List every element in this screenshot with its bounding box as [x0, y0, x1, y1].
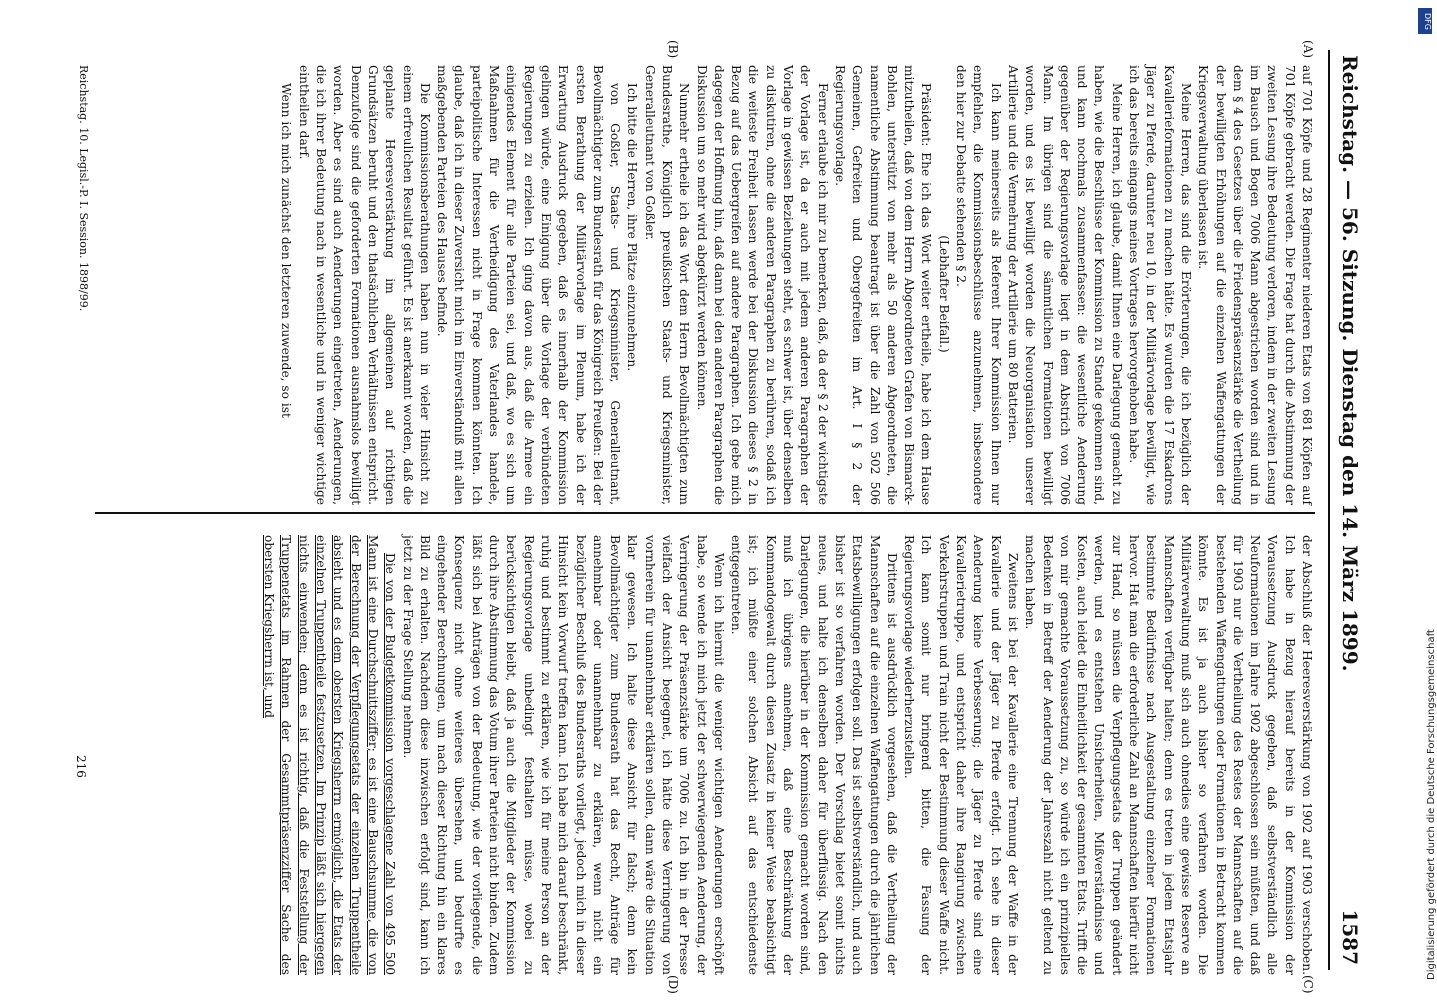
column-divider	[95, 512, 1315, 514]
paragraph: Nunmehr ertheile ich das Wort dem Herrn Bevollmächtigten zum Bundesrathe, Königlich preußischen Staats- und Kriegsminister, Generalleutnant von Goßler.	[642, 65, 692, 505]
right-column	[260, 535, 1315, 975]
paragraph: Meine Herren, ich glaube, damit Ihnen eine Darlegung gemacht zu haben, wie die Beschlüsse der Kommission zu Stande gekommen sind, und kann nochmals zusammenfassen: die wesentliche Aenderung gegenüber der Regierungsvorlage liegt in dem Abstrich von 7006 Mann. Im übrigen sind die sämmtlichen Formationen bewilligt worden, und es ist bewilligt worden die Neuorganisation unserer Artillerie und die Vermehrung der Artillerie um 80 Batterien.	[1005, 65, 1124, 505]
paragraph: Drittens ist ausdrücklich vorgesehen, daß die Vertheilung der Mannschaften auf die einzelnen Waffengattungen durch die jährlichen Etatsbewilligungen erfolgen soll. Das ist selbstverständlich, und auch bisher ist so verfahren worden. Der Vorschlag bietet somit nichts neues, und halte ich denselben daher für überflüssig. Nach den Darlegungen, die hierüber in der Kommission gemacht worden sind, muß ich übrigens annehmen, daß eine Beschränkung der Kommandogewalt durch diesen Zusatz in keiner Weise beabsichtigt ist; ich müßte einer solchen Absicht auf das entschiedenste entgegentreten.	[729, 535, 899, 975]
paragraph: Ich bitte die Herren, ihre Plätze einzunehmen.	[625, 83, 640, 372]
paragraph: Zweitens ist bei der Kavallerie eine Trennung der Waffe in der Kavallerie und der Jäger zu Pferde erfolgt. Ich sehe in dieser Aenderung keine Verbesserung; die Jäger zu Pferde sind eine Kavallerietruppe, und entspricht daher ihre Rangirung zwischen Verkehrstruppen und Train nicht der Bestimmung dieser Waffe nicht. Ich kann somit nur bringend bitten, die Fassung der Regierungsvorlage wiederherzustellen.	[902, 535, 1020, 975]
paragraph: Meine Herren, das sind die Erörterungen, die ich bezüglich der Kavallerieformationen zu machen hätte. Es wurden die 17 Eskadrons Jäger zu Pferde, darunter neu 10, in der Militärvorlage bewilligt, wie ich das bereits eingangs meines Vortrages hervorgehoben habe.	[1127, 65, 1193, 505]
dfg-logo: DFG	[1418, 8, 1432, 34]
paragraph: Ich kann meinerseits als Referent Ihrer Kommission Ihnen nur empfehlen, die Kommissionsbeschlüsse anzunehmen, insbesondere den hier zur Debatte stehenden § 2.	[954, 65, 1003, 505]
header-page-number: 1587	[1338, 909, 1362, 965]
paragraph: (Lebhafter Beifall.)	[936, 235, 951, 353]
margin-mark-c: (C)	[1301, 975, 1315, 994]
header-date: Dienstag den 14. März 1899.	[1338, 348, 1362, 672]
page-header	[1332, 55, 1372, 965]
paragraph: Wenn ich mich zunächst den letzteren zuwende, so ist	[279, 83, 294, 418]
paragraph: Wenn ich hiermit die weniger wichtigen Aenderungen erschöpft habe, so wende ich mich jetzt der schwerwiegenden Aenderung, der Verringerung der Präsenzstärke um 7006 zu. Ich bin in der Presse vielfach der Ansicht begegnet, ich hätte diese Verringerung von vornherein für unannehmbar erklären sollen, dann wäre die Situation klar gewesen. Ich halte diese Ansicht für falsch; denn kein Bevollmächtigter zum Bundesrath hat das Recht, Anträge für annehmbar oder unannehmbar zu erklären, wenn nicht ein bezüglicher Beschluß des Bundesraths vorliegt, jedoch mich in dieser Hinsicht kein Vorwurf treffen kann. Ich habe mich darauf beschränkt, ruhig und bestimmt zu erklären, wie ich für meine Person an der Regierungsvorlage unbedingt festhalten müsse, wobei zu berücksichtigen bleibt, daß ja auch die Mitglieder der Kommission durch ihre Abstimmung das Votum ihrer Parteien nicht binden. Zudem läßt sich bei Anträgen von der Bedeutung, wie der vorliegende, die Konsequenz nicht ohne weiteres übersehen, und bedurfte es eingehender Berechnungen, um nach dieser Richtung hin ein klares Bild zu erhalten. Nachdem diese inzwischen erfolgt sind, kann ich jetzt zu der Frage Stellung nehmen.	[400, 535, 726, 975]
margin-mark-a: (A)	[1301, 40, 1315, 59]
credit-text: Digitalisierung gefördert durch die Deutsche Forschungsgemeinschaft	[1426, 629, 1437, 980]
footer-note: Reichstag. 10. Legisl.-P. I. Session. 1898/99.	[77, 65, 90, 312]
header-session: Reichstag. — 56. Sitzung.	[1338, 55, 1362, 342]
paragraph: Ferner erlaube ich mir zu bemerken, daß, da der § 2 der wichtigste der Vorlage ist, da er auch mit jedem anderen Paragraphen der Vorlage in gewissen Beziehungen steht, es schwer ist, über denselben zu diskutiren, ohne die anderen Paragraphen zu berühren, sodaß ich die weiteste Freiheit lassen werde bei der Diskussion dieses § 2 in Bezug auf das Uebergreifen auf andere Paragraphen. Ich gebe mich dagegen der Hoffnung hin, daß dann bei den anderen Paragraphen die Diskussion um so mehr wird abgekürzt werden können.	[694, 65, 830, 505]
paragraph: Die von der Budgetkommission vorgeschlagene Zahl von 495 500 Mann ist eine Durchschnittsziffer; es ist eine Bauschsumme, die von der Berechnung der Verpflegungsetats der einzelnen Truppentheile absieht und es dem obersten Kriegsherrn ermöglicht, die Etats der einzelnen Truppentheile festzusetzen. Im Prinzip läßt sich hiergegen nichts einwenden; denn es ist richtig, daß die Feststellung der Truppenetats im Rahmen der Gesammtpräsenzziffer Sache des obersten Kriegsherrn ist, und	[262, 535, 398, 975]
paragraph: Die Kommissionsberathungen haben nun in vieler Hinsicht zu einem erfreulichen Resultat geführt. Es ist anerkannt worden, daß die geplante Heeresverstärkung im allgemeinen auf richtigen Grundsätzen beruht und den thatsächlichen Verhältnissen entspricht. Demzufolge sind die geforderten Formationen ausnahmslos bewilligt worden. Aber es sind auch Aenderungen eingetreten, Aenderungen, die ich ihrer Bedeutung nach in wesentliche und in weniger wichtige eintheilen darf.	[296, 65, 432, 505]
header-rule	[1328, 50, 1330, 970]
paragraph: von Goßler, Staats- und Kriegsminister, Generalleutnant, Bevollmächtigter zum Bundesrath für das Königreich Preußen: Bei der ersten Berathung der Militärvorlage im Plenum, habe ich der Erwartung Ausdruck gegeben, daß es innerhalb der Kommission gelingen würde, eine Einigung über die Vorlage der verbündeten Regierungen zu erzielen. Ich ging davon aus, daß die Armee ein einigendes Element für alle Parteien sei, und daß, wo es sich um Maßnahmen für die Vertheidigung des Vaterlandes handele, parteipolitische Interessen nicht in Frage kommen könnten. Ich glaube, daß ich in dieser Zuversicht mich im Einverständniß mit allen maßgebenden Parteien des Hauses befinde.	[435, 65, 623, 505]
paragraph: auf 701 Köpfe und 28 Regimenter niederen Etats von 681 Köpfen auf 701 Köpfe gebracht werden. Die Frage hat durch die Abstimmung der zweiten Lesung ihre Bedeutung verloren, indem in der zweiten Lesung im Bausch und Bogen 7006 Mann abgestrichen worden sind und in dem § 4 des Gesetzes über die Friedenspräsenzstärke die Vertheilung der bewilligten Erhöhungen auf die einzelnen Waffengattungen der Kriegsverwaltung überlassen ist.	[1196, 65, 1314, 505]
paragraph: der Abschluß der Heeresverstärkung von 1902 auf 1903 verschoben. Ich habe in Bezug hierauf bereits in der Kommission der Voraussetzung Ausdruck gegeben, daß selbstverständlich alle Neuformationen im Jahre 1902 abgeschlossen sein müßten, und daß für 1903 nur die Vertheilung des Restes der Mannschaften auf die bestehenden Waffengattungen oder Formationen in Betracht kommen könnte. Es ist ja auch bisher so verfahren worden. Die Militärverwaltung muß sich auch ohnedies eine gewisse Reserve an Mannschaften verfügbar halten; denn es treten in jedem Etatsjahr bestimmte Bedürfnisse nach Ausgestaltung einzelner Formationen hervor. Hat man die erforderliche Zahl an Mannschaften hierfür nicht zur Hand, so müssen die Verpflegungsetats der Truppen geändert werden, und es entstehen Unsicherheiten, Mißverständnisse und Kosten, auch leidet die Einheitlichkeit der gesammten Etats. Trifft die von mir gemachte Voraussetzung zu, so würde ich ein prinzipielles Bedenken in Betreff der Aenderung der Jahreszahl nicht geltend zu machen haben.	[1023, 535, 1314, 975]
paragraph: Präsident: Ehe ich das Wort weiter ertheile, habe ich dem Hause mitzutheilen, daß von dem Herrn Abgeordneten Grafen von Bismarck-Bohlen, unterstützt von mehr als 50 anderen Abgeordneten, die namentliche Abstimmung beantragt ist über die Zahl von 502 506 Gemeinen, Gefreiten und Obergefreiten im Art. I § 2 der Regierungsvorlage.	[832, 65, 934, 505]
left-column	[277, 65, 1315, 505]
margin-mark-d: (D)	[666, 975, 680, 994]
digitization-credit	[1414, 10, 1437, 990]
margin-mark-b: (B)	[666, 40, 680, 59]
page-signature: 216	[74, 755, 88, 778]
